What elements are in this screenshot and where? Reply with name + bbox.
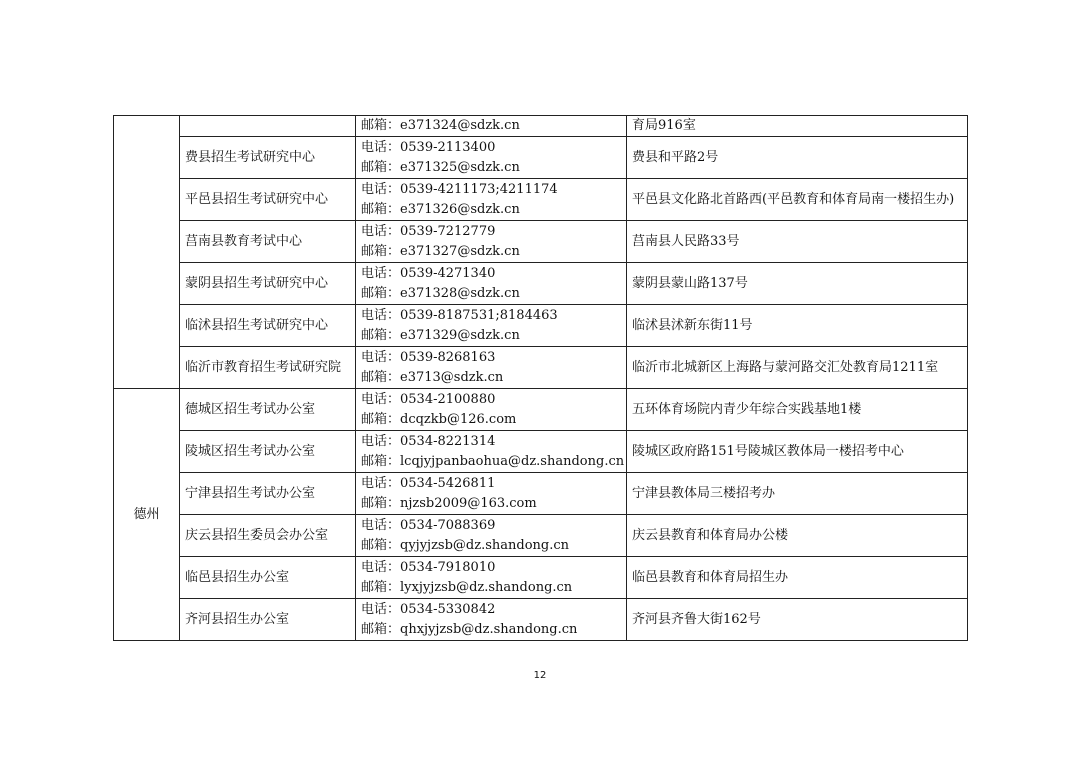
agency-name-cell: 平邑县招生考试研究中心 <box>180 179 356 221</box>
address-cell: 陵城区政府路151号陵城区教体局一楼招考中心 <box>627 431 968 473</box>
address-cell: 庆云县教育和体育局办公楼 <box>627 515 968 557</box>
email-line: 邮箱：njzsb2009@163.com <box>361 495 537 511</box>
agency-name-cell: 临邑县招生办公室 <box>180 557 356 599</box>
phone-line: 电话：0534-5426811 <box>361 475 496 491</box>
agency-name-cell: 齐河县招生办公室 <box>180 599 356 641</box>
phone-line: 电话：0539-8268163 <box>361 349 496 365</box>
contact-cell <box>356 305 627 347</box>
address-cell: 费县和平路2号 <box>627 137 968 179</box>
address-cell: 五环体育场院内青少年综合实践基地1楼 <box>627 389 968 431</box>
email-line: 邮箱：qyjyjzsb@dz.shandong.cn <box>361 537 570 553</box>
address-cell: 平邑县文化路北首路西(平邑教育和体育局南一楼招生办) <box>627 179 968 221</box>
agency-name-cell: 蒙阴县招生考试研究中心 <box>180 263 356 305</box>
contact-cell <box>356 221 627 263</box>
table-row <box>114 221 968 263</box>
agency-name-cell: 庆云县招生委员会办公室 <box>180 515 356 557</box>
email-line: 邮箱：e371326@sdzk.cn <box>361 201 520 217</box>
email-line: 邮箱：e371329@sdzk.cn <box>361 327 520 343</box>
table-row <box>114 137 968 179</box>
phone-line: 电话：0539-4271340 <box>361 265 496 281</box>
address-cell: 育局916室 <box>627 116 968 137</box>
table-row <box>114 599 968 641</box>
table-row <box>114 305 968 347</box>
phone-line: 电话：0539-8187531;8184463 <box>361 307 558 323</box>
agency-name-cell: 临沂市教育招生考试研究院 <box>180 347 356 389</box>
phone-line: 电话：0534-8221314 <box>361 433 496 449</box>
agency-name-cell: 德城区招生考试办公室 <box>180 389 356 431</box>
table-row <box>114 347 968 389</box>
contact-cell <box>356 116 627 137</box>
contact-cell <box>356 515 627 557</box>
phone-line: 电话：0534-2100880 <box>361 391 496 407</box>
agency-name-cell: 宁津县招生考试办公室 <box>180 473 356 515</box>
table-row <box>114 431 968 473</box>
phone-line: 电话：0534-7918010 <box>361 559 496 575</box>
address-cell: 临沭县沭新东街11号 <box>627 305 968 347</box>
table-row <box>114 389 968 431</box>
contact-cell <box>356 473 627 515</box>
contact-cell <box>356 431 627 473</box>
address-cell: 莒南县人民路33号 <box>627 221 968 263</box>
phone-line: 电话：0534-7088369 <box>361 517 496 533</box>
agency-name-cell: 陵城区招生考试办公室 <box>180 431 356 473</box>
email-line: 邮箱：e371327@sdzk.cn <box>361 243 520 259</box>
agency-name-cell: 莒南县教育考试中心 <box>180 221 356 263</box>
email-line: 邮箱：lcqjyjpanbaohua@dz.shandong.cn <box>361 453 625 469</box>
email-line: 邮箱：lyxjyjzsb@dz.shandong.cn <box>361 579 573 595</box>
contact-cell <box>356 599 627 641</box>
email-line: 邮箱：qhxjyjzsb@dz.shandong.cn <box>361 621 578 637</box>
page-number: 12 <box>533 670 547 681</box>
table-row <box>114 515 968 557</box>
contact-cell <box>356 179 627 221</box>
contact-cell <box>356 557 627 599</box>
table-row <box>114 179 968 221</box>
email-line: 邮箱：e3713@sdzk.cn <box>361 369 504 385</box>
table-row <box>114 557 968 599</box>
table-row <box>114 473 968 515</box>
email-line: 邮箱：e371324@sdzk.cn <box>361 118 520 133</box>
contact-cell <box>356 263 627 305</box>
contact-table <box>113 115 968 641</box>
agency-name-cell <box>180 116 356 137</box>
city-cell: 德州 <box>114 389 180 641</box>
table-row <box>114 116 968 137</box>
address-cell: 临沂市北城新区上海路与蒙河路交汇处教育局1211室 <box>627 347 968 389</box>
agency-name-cell: 费县招生考试研究中心 <box>180 137 356 179</box>
city-cell <box>114 116 180 389</box>
contact-cell <box>356 347 627 389</box>
email-line: 邮箱：e371328@sdzk.cn <box>361 285 520 301</box>
email-line: 邮箱：e371325@sdzk.cn <box>361 159 520 175</box>
address-cell: 宁津县教体局三楼招考办 <box>627 473 968 515</box>
table-body <box>114 116 968 641</box>
phone-line: 电话：0539-4211173;4211174 <box>361 181 558 197</box>
phone-line: 电话：0539-7212779 <box>361 223 496 239</box>
table-row <box>114 263 968 305</box>
address-cell: 齐河县齐鲁大街162号 <box>627 599 968 641</box>
phone-line: 电话：0534-5330842 <box>361 601 496 617</box>
email-line: 邮箱：dcqzkb@126.com <box>361 411 517 427</box>
address-cell: 蒙阴县蒙山路137号 <box>627 263 968 305</box>
phone-line: 电话：0539-2113400 <box>361 139 496 155</box>
contact-cell <box>356 389 627 431</box>
contact-cell <box>356 137 627 179</box>
agency-name-cell: 临沭县招生考试研究中心 <box>180 305 356 347</box>
address-cell: 临邑县教育和体育局招生办 <box>627 557 968 599</box>
